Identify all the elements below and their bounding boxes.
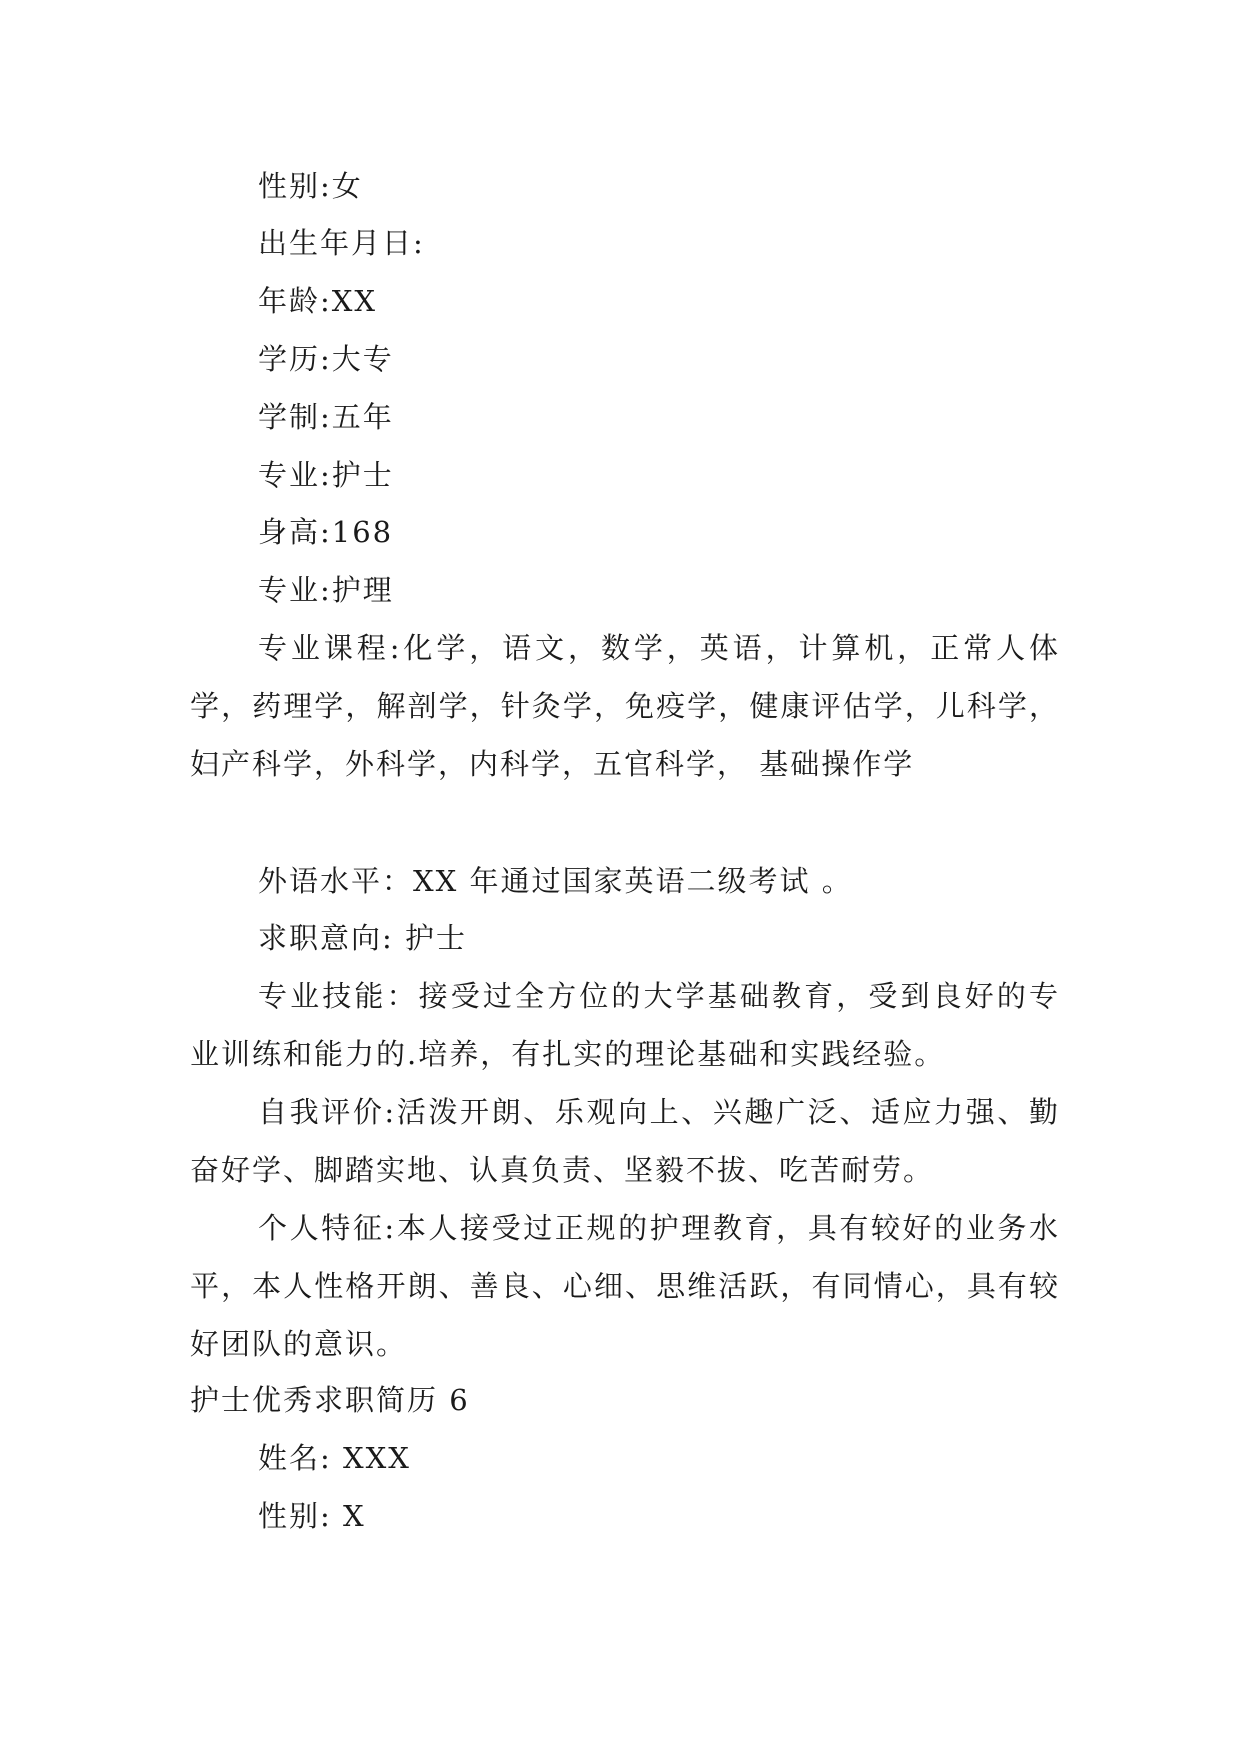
paragraph-language: 外语水平：XX 年通过国家英语二级考试 。 [258, 864, 853, 898]
paragraph-courses: 专业课程:化学，语文，数学，英语，计算机，正常人体学，药理学，解剖学，针灸学，免疫学，健康评估学，儿科学，妇产科学，外科学，内科学，五官科学， 基础操作学 [190, 631, 1060, 781]
paragraph-skills: 专业技能：接受过全方位的大学基础教育，受到良好的专业训练和能力的.培养，有扎实的理论基础和实践经验。 [190, 979, 1060, 1071]
field-schooling: 学制:五年 [258, 400, 394, 434]
field-birth-date: 出生年月日: [258, 226, 425, 260]
field-name: 姓名: XXX [258, 1441, 411, 1475]
field-gender: 性别:女 [258, 169, 363, 203]
field-height: 身高:168 [258, 515, 394, 549]
field-major-nursing: 专业:护理 [258, 573, 394, 607]
paragraph-intention: 求职意向: 护士 [258, 921, 467, 955]
field-major: 专业:护士 [258, 458, 394, 492]
section-title: 护士优秀求职简历 6 [190, 1383, 470, 1417]
field-education: 学历:大专 [258, 342, 394, 376]
paragraph-traits: 个人特征:本人接受过正规的护理教育，具有较好的业务水平，本人性格开朗、善良、心细、思维活跃，有同情心，具有较好团队的意识。 [190, 1211, 1060, 1361]
field-gender-2: 性别: X [258, 1499, 366, 1533]
paragraph-self-evaluation: 自我评价:活泼开朗、乐观向上、兴趣广泛、适应力强、勤奋好学、脚踏实地、认真负责、坚毅不拔、吃苦耐劳。 [190, 1095, 1060, 1187]
field-age: 年龄:XX [258, 284, 378, 318]
